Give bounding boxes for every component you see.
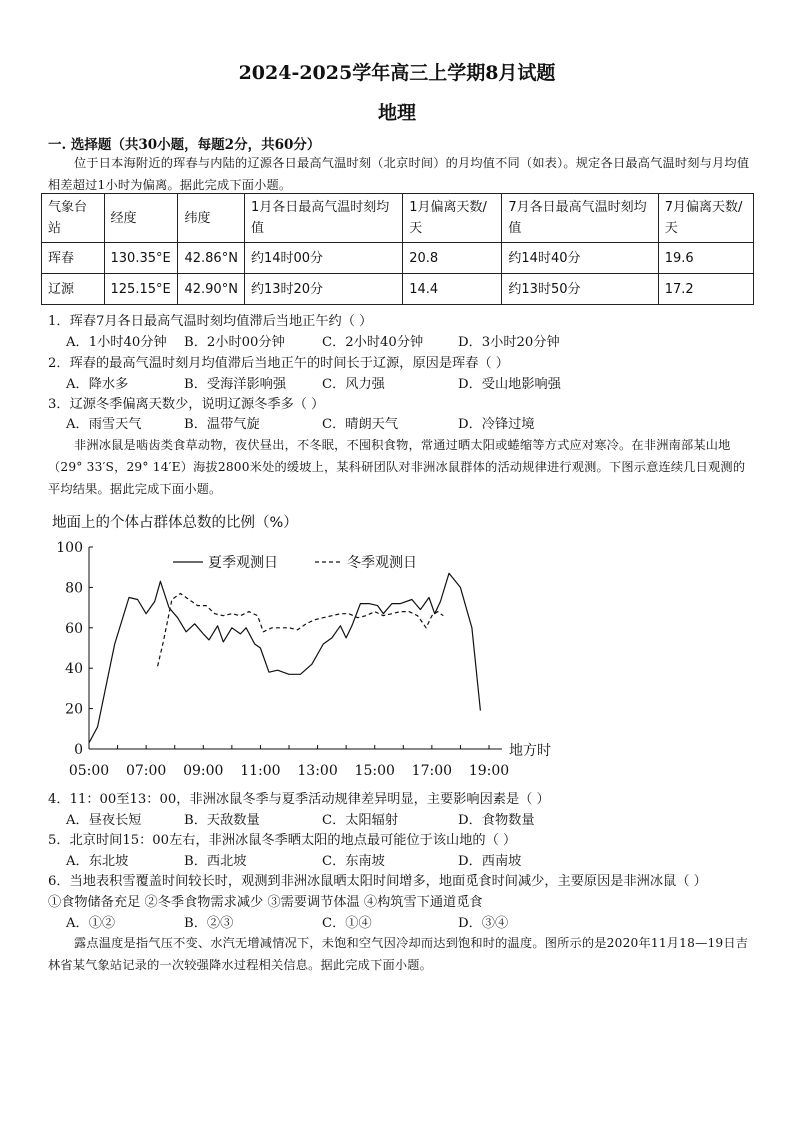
table-header: 7月各日最高气温时刻均值	[502, 194, 658, 243]
y-tick-label: 100	[56, 540, 83, 556]
y-tick-label: 40	[65, 661, 83, 678]
option-d[interactable]: D．西南坡	[458, 854, 522, 869]
option-b[interactable]: B．受海洋影响强	[184, 377, 287, 392]
table-cell: 19.6	[658, 243, 753, 274]
table-cell: 130.35°E	[104, 243, 178, 274]
passage-1: 位于日本海附近的珲春与内陆的辽源各日最高气温时刻（北京时间）的月均值不同（如表）。规定各日最高气温时刻与月均值相差超过1小时为偏离。据此完成下面小题。	[48, 156, 750, 192]
passage-2: 非洲冰鼠是啮齿类食草动物，夜伏昼出，不冬眠，不囤积食物，常通过晒太阳或蜷缩等方式应对寒冷。在非洲南部某山地（29° 33′S，29° 14′E）海拔2800米处的缓坡上，某科研团队对非洲冰鼠群体的活动规律进行观测。下图示意连续几日观测的平均结果。据此完成下面小题。	[48, 438, 746, 496]
activity-line-chart	[40, 530, 570, 782]
chart-title: 地面上的个体占群体总数的比例（%）	[52, 515, 298, 531]
option-b[interactable]: B．②③	[184, 916, 234, 931]
x-axis-label: 地方时	[509, 743, 551, 759]
weather-station-table	[41, 193, 754, 305]
exam-title: 2024-2025学年高三上学期8月试题	[238, 62, 556, 84]
question-3-options	[66, 415, 535, 435]
table-cell: 14.4	[403, 274, 502, 305]
table-header-row	[42, 194, 754, 243]
table-header: 1月各日最高气温时刻均值	[244, 194, 402, 243]
question-4: 4．11：00至13：00，非洲冰鼠冬季与夏季活动规律差异明显，主要影响因素是（ ）	[48, 792, 550, 807]
table-row	[42, 274, 754, 305]
question-6: 6．当地表积雪覆盖时间较长时，观测到非洲冰鼠晒太阳时间增多，地面觅食时间减少，主要原因是非洲冰鼠（ ）	[48, 874, 707, 889]
option-d[interactable]: D．3小时20分钟	[458, 335, 560, 350]
question-6-options	[66, 914, 508, 934]
table-cell: 17.2	[658, 274, 753, 305]
series-summer-line	[89, 573, 480, 743]
option-c[interactable]: C．东南坡	[322, 854, 385, 869]
question-1-options	[66, 333, 560, 353]
option-c[interactable]: C．①④	[322, 916, 372, 931]
option-a[interactable]: A．雨雪天气	[66, 417, 142, 432]
option-a[interactable]: A．昼夜长短	[66, 813, 142, 828]
y-tick-label: 20	[65, 701, 83, 718]
question-2: 2．珲春的最高气温时刻月均值滞后当地正午的时间长于辽源，原因是珲春（ ）	[48, 356, 509, 371]
question-3: 3．辽源冬季偏离天数少，说明辽源冬季多（ ）	[48, 397, 325, 412]
legend-winter: 冬季观测日	[347, 555, 417, 571]
option-d[interactable]: D．受山地影响强	[458, 377, 561, 392]
option-a[interactable]: A．①②	[66, 916, 116, 931]
table-cell: 42.86°N	[178, 243, 244, 274]
x-tick-label: 11:00	[240, 763, 281, 779]
option-d[interactable]: D．冷锋过境	[458, 417, 535, 432]
option-d[interactable]: D．③④	[458, 916, 509, 931]
table-cell: 约13时50分	[502, 274, 658, 305]
option-d[interactable]: D．食物数量	[458, 813, 535, 828]
x-tick-label: 15:00	[354, 763, 395, 779]
option-c[interactable]: C．风力强	[322, 377, 385, 392]
table-header: 1月偏离天数/天	[403, 194, 502, 243]
table-cell: 42.90°N	[178, 274, 244, 305]
legend-summer: 夏季观测日	[208, 555, 278, 571]
table-header: 7月偏离天数/天	[658, 194, 753, 243]
question-5-options	[66, 852, 521, 872]
table-cell: 珲春	[42, 243, 105, 274]
option-b[interactable]: B．温带气旋	[184, 417, 260, 432]
section-heading: 一. 选择题（共30小题，每题2分，共60分）	[48, 137, 321, 153]
question-1: 1．珲春7月各日最高气温时刻均值滞后当地正午约（ ）	[48, 314, 373, 329]
subject-title: 地理	[377, 102, 416, 124]
table-cell: 约13时20分	[244, 274, 402, 305]
table-header: 气象台站	[42, 194, 105, 243]
x-tick-label: 05:00	[68, 763, 110, 779]
question-2-options	[66, 375, 561, 395]
option-c[interactable]: C．太阳辐射	[322, 813, 399, 828]
table-cell: 125.15°E	[104, 274, 178, 305]
option-a[interactable]: A．降水多	[66, 377, 129, 392]
table-header: 经度	[104, 194, 178, 243]
passage-3: 露点温度是指气压不变、水汽无增减情况下，未饱和空气因冷却而达到饱和时的温度。图所示的是2020年11月18—19日吉林省某气象站记录的一次较强降水过程相关信息。据此完成下面小题。	[48, 936, 749, 972]
y-tick-label: 0	[74, 742, 83, 758]
option-b[interactable]: B．2小时00分钟	[184, 335, 285, 350]
x-tick-label: 19:00	[468, 763, 510, 779]
option-b[interactable]: B．天敌数量	[184, 813, 260, 828]
x-tick-label: 07:00	[125, 763, 167, 779]
x-tick-label: 17:00	[411, 763, 453, 779]
table-row	[42, 243, 754, 274]
y-tick-label: 80	[65, 580, 83, 597]
option-a[interactable]: A．东北坡	[66, 854, 129, 869]
table-cell: 约14时00分	[244, 243, 402, 274]
table-header: 纬度	[178, 194, 244, 243]
x-tick-label: 13:00	[297, 763, 338, 779]
option-c[interactable]: C．晴朗天气	[322, 417, 399, 432]
x-tick-label: 09:00	[183, 763, 224, 779]
y-tick-label: 60	[65, 620, 83, 637]
table-cell: 辽源	[42, 274, 105, 305]
table-cell: 约14时40分	[502, 243, 658, 274]
question-6-statements: ①食物储备充足 ②冬季食物需求减少 ③需要调节体温 ④构筑雪下通道觅食	[48, 895, 483, 910]
option-c[interactable]: C．2小时40分钟	[322, 335, 424, 350]
option-b[interactable]: B．西北坡	[184, 854, 247, 869]
option-a[interactable]: A．1小时40分钟	[66, 335, 167, 350]
table-cell: 20.8	[403, 243, 502, 274]
question-4-options	[66, 811, 535, 831]
question-5: 5．北京时间15：00左右，非洲冰鼠冬季晒太阳的地点最可能位于该山地的（ ）	[48, 833, 517, 848]
